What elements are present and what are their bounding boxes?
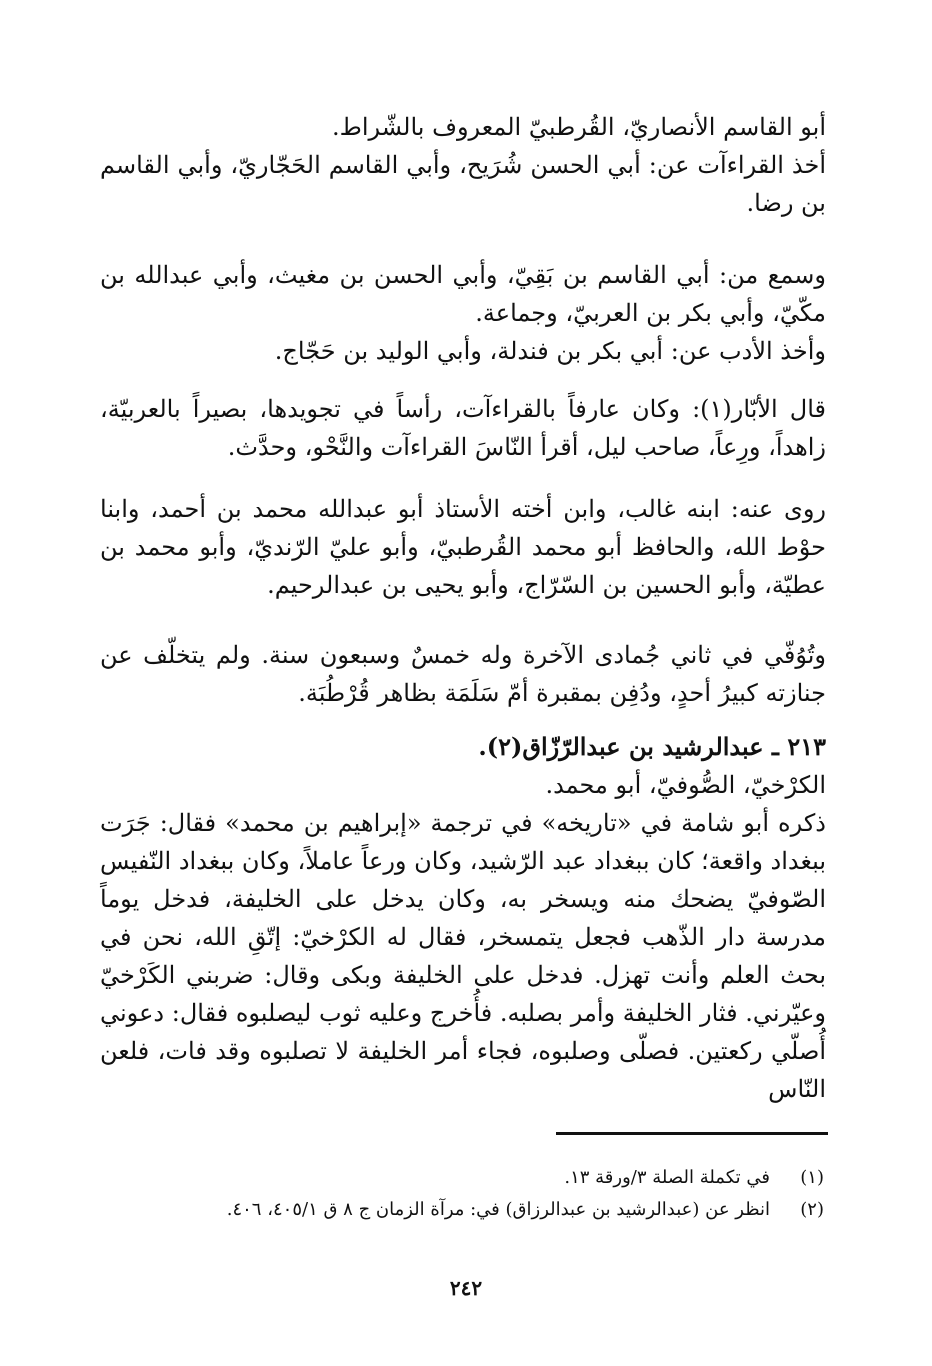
footnote-text: انظر عن (عبدالرشيد بن عبدالرزاق) في: مرآة الزمان ج ٨ ق ٤٠٥/١، ٤٠٦. [226, 1199, 770, 1220]
footnote-number: (١) [800, 1167, 824, 1188]
footnote-divider [556, 1132, 828, 1135]
main-text-2 [100, 256, 826, 370]
paragraph-nisba: أبو القاسم الأنصاريّ، القُرطبيّ المعروف بالشّراط. [332, 113, 826, 141]
paragraph-narrators: روى عنه: ابنه غالب، وابن أخته الأستاذ أبو عبدالله محمد بن أحمد، وابنا حوْط الله، والحافظ أبو محمد القُرطبيّ، وأبو عليّ الرّنديّ، وأبو محمد بن عطيّة، وأبو الحسين بن السّرّاج، وأبو يحيى بن عبدالرحيم. [100, 495, 826, 599]
footnote-number: (٢) [800, 1199, 824, 1220]
page-number: ٢٤٢ [449, 1276, 483, 1300]
main-text-6 [100, 728, 826, 1108]
entry-heading: ٢١٣ ـ عبدالرشيد بن عبدالرّزّاق(٢). [478, 732, 826, 761]
paragraph-heard-from: وسمع من: أبي القاسم بن بَقِيّ، وأبي الحسن بن مغيث، وأبي عبدالله بن مكّيّ، وأبي بكر بن العربيّ، وجماعة. [100, 261, 826, 327]
paragraph-story: ذكره أبو شامة في «تاريخه» في ترجمة «إبراهيم بن محمد» فقال: جَرَت ببغداد واقعة؛ كان ببغداد عبد الرّشيد، وكان ورعاً عاملاً، وكان ببغداد النّفيس الصّوفيّ يضحك منه ويسخر به، وكان يدخل على الخليفة، فدخل يوماً مدرسة دار الذّهب فجعل يتمسخر، فقال له الكرْخيّ: إتّقِ الله، نحن في بحث العلم وأنت تهزل. فدخل على الخليفة وبكى وقال: ضربني الكَرْخيّ وعيّرني. فثار الخليفة وأمر بصلبه. فأُخرج وعليه ثوب ليصلبوه فقال: دعوني أُصلّي ركعتين. فصلّى وصلبوه، فجاء أمر الخليفة لا تصلبوه وقد فات، فلعن النّاس [100, 809, 826, 1103]
paragraph-adab-teachers: وأخذ الأدب عن: أبي بكر بن فندلة، وأبي الوليد بن حَجّاج. [274, 337, 826, 365]
main-text-4 [100, 490, 826, 604]
paragraph-nisba-2: الكرْخيّ، الصُّوفيّ، أبو محمد. [545, 771, 826, 799]
main-text-5 [100, 636, 826, 712]
footnote-item [100, 1194, 830, 1226]
paragraph-qiraat-teachers: أخذ القراءآت عن: أبي الحسن شُرَيح، وأبي القاسم الحَجّاريّ، وأبي القاسم بن رضا. [100, 151, 826, 217]
footnotes [100, 1162, 830, 1226]
footnote-item [100, 1162, 830, 1194]
main-text [100, 108, 826, 222]
paragraph-abbar-quote: قال الأبّار(١): وكان عارفاً بالقراءآت، رأساً في تجويدها، بصيراً بالعربيّة، زاهداً، ورِعاً، صاحب ليل، أقرأ النّاسَ القراءآت والنَّحْو، وحدَّث. [100, 395, 826, 461]
footnote-text: في تكملة الصلة ٣/ورقة ١٣. [564, 1167, 770, 1188]
paragraph-death: وتُوُفّي في ثاني جُمادى الآخرة وله خمسٌ وسبعون سنة. ولم يتخلّف عن جنازته كبيرُ أحدٍ، ودُفِن بمقبرة أمّ سَلَمَة بظاهر قُرْطُبَة. [100, 641, 826, 707]
main-text-3 [100, 390, 826, 466]
